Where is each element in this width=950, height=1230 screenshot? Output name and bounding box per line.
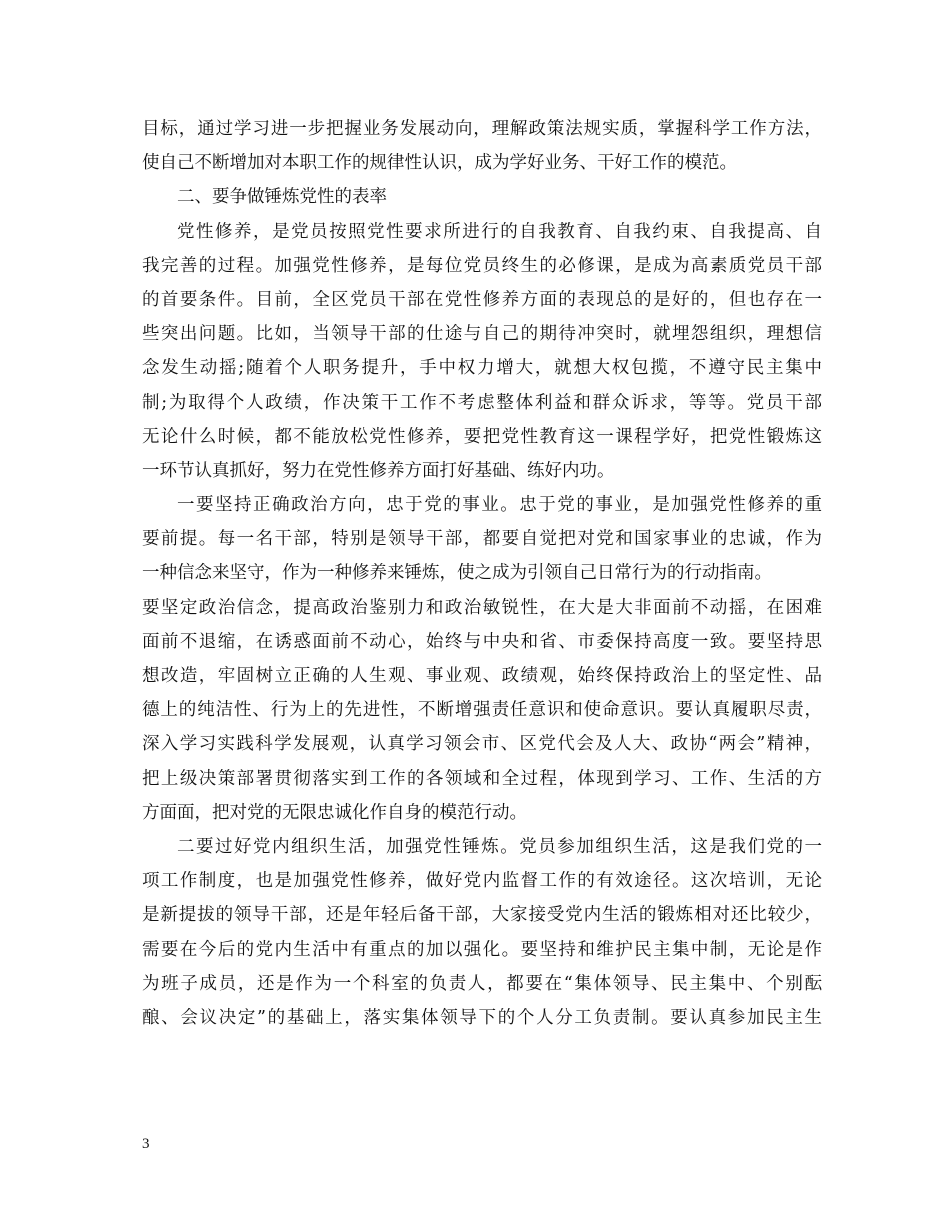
- text-line: 要前提。每一名干部，特别是领导干部，都要自觉把对党和国家事业的忠诚，作为: [142, 529, 822, 550]
- text-line: 想改造，牢固树立正确的人生观、事业观、政绩观，始终保持政治上的坚定性、品: [142, 666, 822, 686]
- page-number: 3: [142, 1136, 150, 1152]
- body-text: [142, 112, 822, 1035]
- text-line: 方面面，把对党的无限忠诚化作自身的模范行动。: [142, 802, 527, 823]
- text-line: 是新提拔的领导干部，还是年轻后备干部，大家接受党内生活的锻炼相对还比较少，: [142, 905, 822, 926]
- text-line: 项工作制度，也是加强党性修养，做好党内监督工作的有效途径。这次培训，无论: [142, 871, 822, 892]
- text-line: 为班子成员，还是作为一个科室的负责人，都要在“集体领导、民主集中、个别酝: [142, 973, 822, 994]
- text-line: 无论什么时候，都不能放松党性修养，要把党性教育这一课程学好，把党性锻炼这: [142, 426, 822, 447]
- text-line: 一环节认真抓好，努力在党性修养方面打好基础、练好内功。: [142, 460, 615, 481]
- text-line: 面前不退缩，在诱惑面前不动心，始终与中央和省、市委保持高度一致。要坚持思: [142, 631, 822, 652]
- text-line: 使自己不断增加对本职工作的规律性认识，成为学好业务、干好工作的模范。: [142, 153, 737, 174]
- text-line: 德上的纯洁性、行为上的先进性，不断增强责任意识和使命意识。要认真履职尽责，: [142, 700, 822, 721]
- text-line: 一种信念来坚守，作为一种修养来锤炼，使之成为引领自己日常行为的行动指南。: [142, 563, 772, 584]
- text-line: 要坚定政治信念，提高政治鉴别力和政治敏锐性，在大是大非面前不动摇，在困难: [142, 597, 822, 618]
- text-line: 的首要条件。目前，全区党员干部在党性修养方面的表现总的是好的，但也存在一: [142, 289, 822, 310]
- text-line: 二要过好党内组织生活，加强党性锤炼。党员参加组织生活，这是我们党的一: [177, 836, 822, 857]
- text-line: 我完善的过程。加强党性修养，是每位党员终生的必修课，是成为高素质党员干部: [142, 255, 822, 276]
- text-line: 一要坚持正确政治方向，忠于党的事业。忠于党的事业，是加强党性修养的重: [177, 495, 822, 516]
- text-line: 些突出问题。比如，当领导干部的仕途与自己的期待冲突时，就埋怨组织，理想信: [142, 324, 822, 345]
- text-line: 二、要争做锤炼党性的表率: [177, 187, 387, 208]
- text-line: 制;为取得个人政绩，作决策干工作不考虑整体利益和群众诉求，等等。党员干部: [142, 392, 822, 413]
- text-line: 酿、会议决定”的基础上，落实集体领导下的个人分工负责制。要认真参加民主生: [142, 1007, 822, 1028]
- text-line: 深入学习实践科学发展观，认真学习领会市、区党代会及人大、政协“两会”精神，: [142, 734, 822, 755]
- text-line: 需要在今后的党内生活中有重点的加以强化。要坚持和维护民主集中制，无论是作: [142, 939, 822, 960]
- text-line: 把上级决策部署贯彻落实到工作的各领域和全过程，体现到学习、工作、生活的方: [142, 768, 822, 789]
- text-line: 念发生动摇;随着个人职务提升，手中权力增大，就想大权包揽，不遵守民主集中: [142, 358, 822, 379]
- text-line: 党性修养，是党员按照党性要求所进行的自我教育、自我约束、自我提高、自: [177, 221, 822, 242]
- text-line: 目标，通过学习进一步把握业务发展动向，理解政策法规实质，掌握科学工作方法，: [142, 119, 822, 139]
